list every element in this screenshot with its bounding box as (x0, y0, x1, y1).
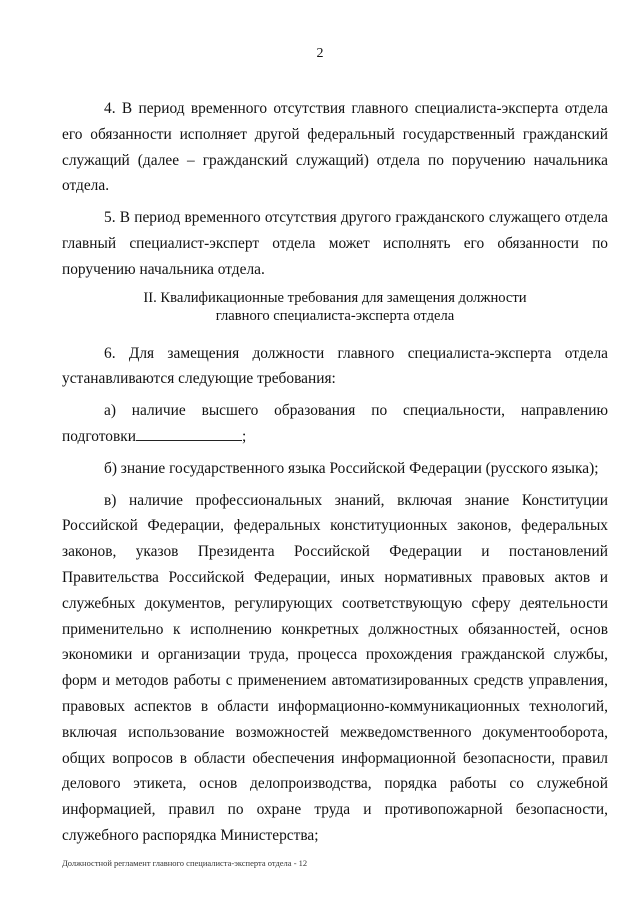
requirement-a-end: ; (241, 427, 247, 445)
section-heading-line-2: главного специалиста-эксперта отдела (215, 307, 455, 324)
section-heading (62, 289, 608, 325)
requirement-v: в) наличие профессиональных знаний, включая знание Конституции Российской Федерации, федеральных конституционных законов, федеральных законов, указов Президента Российской Федерации и постановлений Правительства Российской Федерации, иных нормативных правовых актов и служебных документов, регулирующих соответствующую сферу деятельности применительно к исполнению конкретных должностных обязанностей, основ экономики и организации труда, процесса прохождения гражданской службы, форм и методов работы с применением автоматизированных средств управления, правовых аспектов в области информационно-коммуникационных технологий, включая использование возможностей межведомственного документооборота, общих вопросов в области обеспечения информационной безопасности, правил делового этикета, основ делопроизводства, порядка работы со служебной информацией, правил по охране труда и противопожарной безопасности, служебного распорядка Министерства; (62, 491, 608, 844)
requirement-b: б) знание государственного языка Российской Федерации (русского языка); (104, 459, 599, 477)
paragraph-5: 5. В период временного отсутствия другого гражданского служащего отдела главный специалист-эксперт отдела может исполнять его обязанности по поручению начальника отдела. (62, 209, 608, 278)
paragraph-6-intro: 6. Для замещения должности главного специалиста-эксперта отдела устанавливаются следующие требования: (62, 344, 608, 388)
fill-in-blank-line (136, 428, 242, 441)
section-heading-line-1: II. Квалификационные требования для замещения должности (143, 289, 527, 306)
requirement-a-text: а) наличие высшего образования по специальности, направлению подготовки (62, 402, 608, 445)
document-footer: Должностной регламент главного специалиста-эксперта отдела - 12 (62, 858, 308, 868)
page-number: 2 (316, 46, 324, 61)
requirement-a (62, 398, 608, 450)
paragraph-4: 4. В период временного отсутствия главного специалиста-эксперта отдела его обязанности исполняет другой федеральный государственный гражданский служащий (далее – гражданский служащий) отдела по поручению начальника отдела. (62, 100, 608, 195)
document-body (62, 96, 608, 855)
